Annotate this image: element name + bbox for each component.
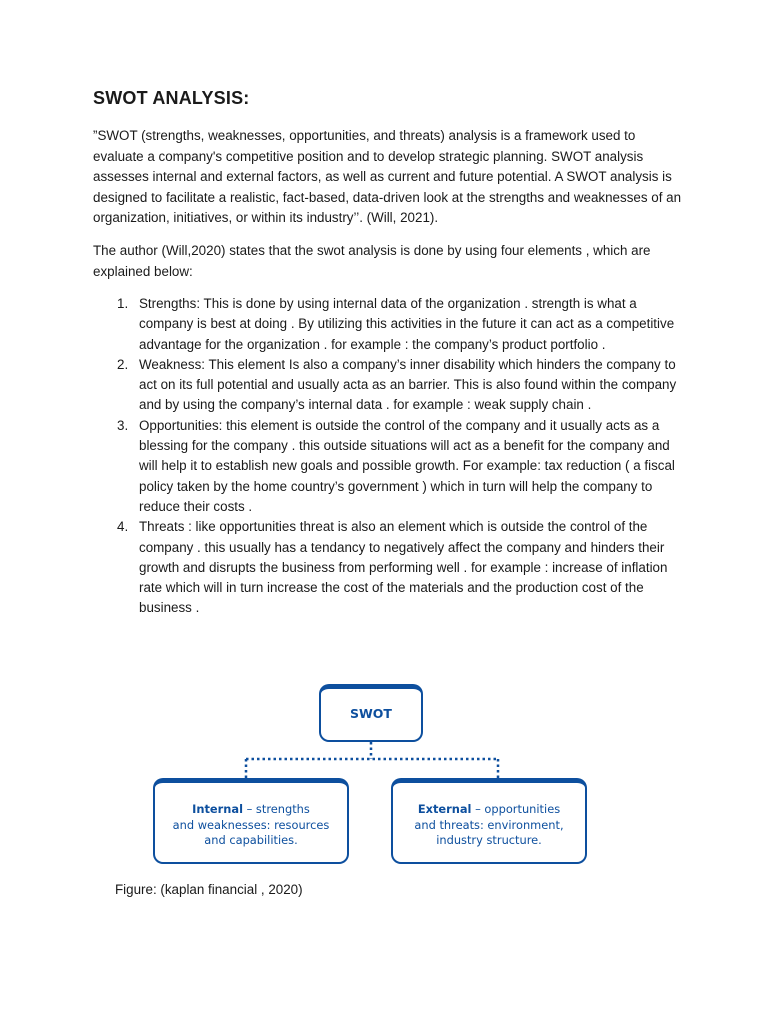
list-item-number: 3. bbox=[117, 417, 129, 433]
swot-elements-list bbox=[93, 294, 683, 619]
external-box bbox=[391, 778, 587, 864]
list-item bbox=[93, 355, 683, 416]
internal-box bbox=[153, 778, 349, 864]
author-paragraph: The author (Will,2020) states that the swot analysis is done by using four elements , which are explained below: bbox=[93, 243, 651, 279]
list-item-text: Weakness: This element Is also a company’s inner disability which hinders the company to act on its full potential and usually acta as an barrier. This is also found within the company and by using the company’s internal data . for example : weak supply chain . bbox=[139, 356, 677, 413]
list-item-text: Opportunities: this element is outside the control of the company and it usually acts as a blessing for the company . this outside situations will act as a benefit for the company and will help it to establish new goals and possible growth. For example: tax reduction ( a fiscal policy taken by the home country’s government ) which in turn will help the company to reduce their costs . bbox=[139, 417, 675, 514]
list-item-text: Threats : like opportunities threat is also an element which is outside the control of the company . this usually has a tendancy to negatively affect the company and hinders their growth and disrupts the business from performing well . for example : increase of inflation rate which will in turn increase the cost of the materials and the production cost of the business . bbox=[139, 519, 668, 616]
list-item-number: 1. bbox=[117, 296, 129, 311]
list-item-number: 4. bbox=[117, 519, 129, 535]
swot-diagram bbox=[150, 684, 590, 866]
external-line-3: industry structure. bbox=[436, 833, 542, 847]
list-item bbox=[93, 416, 683, 517]
internal-line-1: – strengths bbox=[242, 802, 310, 816]
list-item-text: Strengths: This is done by using internal data of the organization . strength is what a company is best at doing . By utilizing this activities in the future it can act as a competitive advantage for the organization . for example : the company’s product portfolio . bbox=[139, 296, 675, 352]
page-title: SWOT ANALYSIS: bbox=[93, 88, 250, 108]
internal-line-3: and capabilities. bbox=[204, 833, 298, 847]
figure-caption: Figure: (kaplan financial , 2020) bbox=[115, 882, 303, 897]
list-item bbox=[93, 517, 683, 618]
list-item-number: 2. bbox=[117, 356, 129, 372]
swot-box-label: SWOT bbox=[350, 706, 392, 721]
internal-line-2: and weaknesses: resources bbox=[172, 817, 330, 832]
swot-box bbox=[319, 684, 423, 742]
external-line-1: – opportunities bbox=[471, 802, 561, 816]
list-item bbox=[93, 294, 683, 355]
external-line-2: and threats: environment, bbox=[414, 817, 564, 832]
external-heading: External bbox=[417, 802, 472, 816]
intro-paragraph: ”SWOT (strengths, weaknesses, opportunities, and threats) analysis is a framework used to evaluate a company's competitive position and to develop strategic planning. SWOT analysis assesses internal and external factors, as well as current and future potential. A SWOT analysis is designed to facilitate a realistic, fact-based, data-driven look at the strengths and weaknesses of an organization, initiatives, or within its industry’’. (Will, 2021). bbox=[93, 128, 682, 225]
internal-heading: Internal bbox=[192, 802, 243, 816]
